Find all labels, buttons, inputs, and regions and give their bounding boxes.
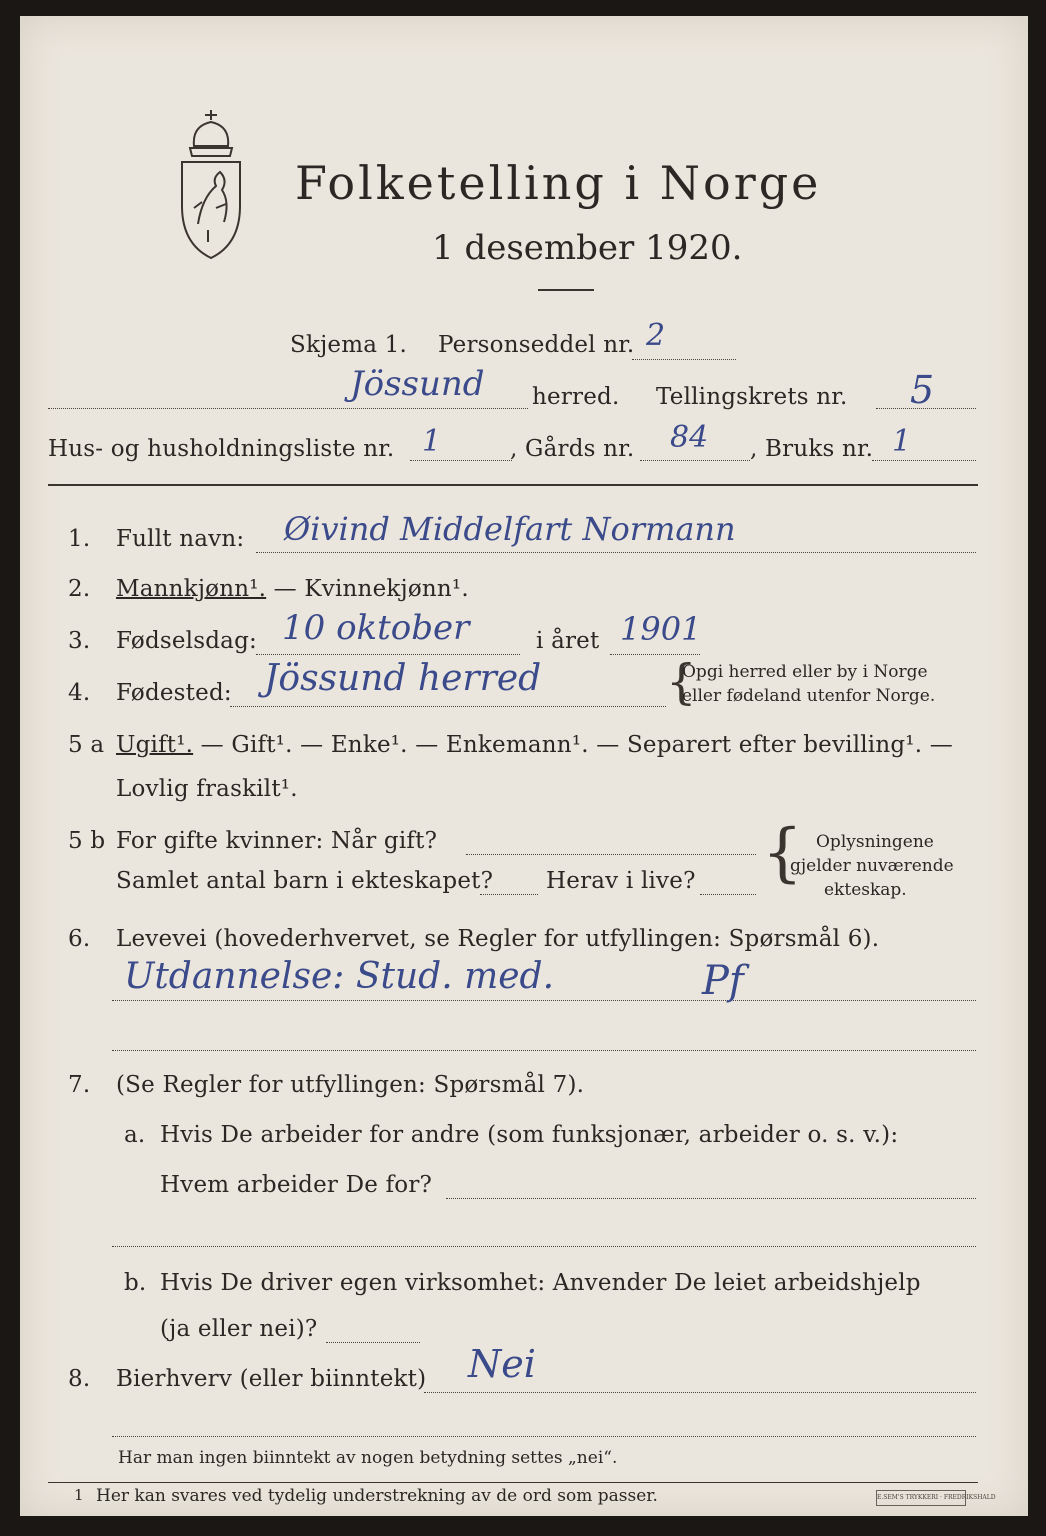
footnote-mark: 1 — [74, 1486, 84, 1504]
bruks-value: 1 — [892, 424, 912, 459]
title-divider — [538, 289, 594, 291]
q1-number: 1. — [68, 526, 91, 552]
q5a-other-options: — Gift¹. — Enke¹. — Enkemann¹. — Separert efter bevilling¹. — — [193, 732, 953, 758]
q7b-text: Hvis De driver egen virksomhet: Anvender De leiet arbeidshjelp — [160, 1270, 921, 1296]
herred-label: herred. — [532, 384, 620, 410]
q5b-line3 — [700, 894, 756, 895]
q5a-line2: Lovlig fraskilt¹. — [116, 776, 298, 802]
q4-note-1: Opgi herred eller by i Norge — [682, 662, 928, 682]
printer-stamp-text: E.SEM'S TRYKKERI · FREDRIKSHALD — [877, 1494, 996, 1501]
printer-stamp — [876, 1490, 996, 1506]
q2-separator: — — [266, 576, 305, 602]
q5b-number: 5 b — [68, 828, 106, 854]
q1-value: Øivind Middelfart Normann — [284, 510, 736, 548]
gards-label: , Gårds nr. — [510, 436, 635, 462]
coat-of-arms-icon — [172, 106, 250, 266]
q3-year-label: i året — [536, 628, 600, 654]
q8-number: 8. — [68, 1366, 91, 1392]
q6-line1 — [112, 1000, 976, 1001]
mannkjonn-option: Mannkjønn¹. — [116, 576, 267, 602]
gards-line — [640, 460, 750, 461]
q2-number: 2. — [68, 576, 91, 602]
q8-line2 — [112, 1436, 976, 1437]
q7a-letter: a. — [124, 1122, 146, 1148]
tellingskrets-label: Tellingskrets nr. — [656, 384, 848, 410]
q3-number: 3. — [68, 628, 91, 654]
q5b-note-1: Oplysningene — [816, 832, 934, 852]
q5b-label3: Herav i live? — [546, 868, 696, 894]
q5a-number: 5 a — [68, 732, 105, 758]
bruks-line — [872, 460, 976, 461]
gards-value: 84 — [670, 420, 709, 455]
q4-value: Jössund herred — [264, 658, 542, 699]
q7b-line — [326, 1342, 420, 1343]
header-separator — [48, 484, 978, 486]
footnote-text: Her kan svares ved tydelig understrekning av de ord som passer. — [96, 1486, 658, 1506]
q4-number: 4. — [68, 680, 91, 706]
q3-year-value: 1901 — [620, 610, 702, 648]
footnote-separator — [48, 1482, 978, 1483]
q3-value: 10 oktober — [282, 608, 470, 648]
q7a-text: Hvis De arbeider for andre (som funksjonær, arbeider o. s. v.): — [160, 1122, 899, 1148]
husholdningsliste-line — [410, 460, 512, 461]
q3-line — [256, 654, 520, 655]
q8-line — [424, 1392, 976, 1393]
q7a-line2 — [112, 1246, 976, 1247]
q1-label: Fullt navn: — [116, 526, 245, 552]
ugift-option: Ugift¹. — [116, 732, 194, 758]
form-title: Folketelling i Norge — [295, 156, 822, 210]
herred-line — [48, 408, 528, 409]
husholdningsliste-value: 1 — [422, 424, 442, 459]
q6-label: Levevei (hovederhvervet, se Regler for utfyllingen: Spørsmål 6). — [116, 926, 880, 952]
skjema-label: Skjema 1. — [290, 332, 408, 358]
q5b-note-2: gjelder nuværende — [790, 856, 954, 876]
q7-label: (Se Regler for utfyllingen: Spørsmål 7). — [116, 1072, 585, 1098]
q5b-line2 — [480, 894, 538, 895]
kvinnekjonn-option: Kvinnekjønn¹. — [304, 576, 469, 602]
personseddel-label: Personseddel nr. — [438, 332, 635, 358]
q2-options — [116, 576, 469, 602]
husholdningsliste-label: Hus- og husholdningsliste nr. — [48, 436, 395, 462]
q6-initials: Pf — [702, 958, 744, 1004]
q6-value: Utdannelse: Stud. med. — [124, 956, 555, 997]
tellingskrets-value: 5 — [910, 368, 935, 412]
bruks-label: , Bruks nr. — [750, 436, 874, 462]
q5b-label2: Samlet antal barn i ekteskapet? — [116, 868, 494, 894]
q7-number: 7. — [68, 1072, 91, 1098]
q4-brace: { — [666, 654, 697, 710]
q5b-line1 — [466, 854, 756, 855]
q5b-note-3: ekteskap. — [824, 880, 907, 900]
q5a-options — [116, 732, 953, 758]
census-form — [20, 16, 1028, 1516]
q7a-question: Hvem arbeider De for? — [160, 1172, 433, 1198]
q4-note-2: eller fødeland utenfor Norge. — [682, 686, 936, 706]
q3-label: Fødselsdag: — [116, 628, 257, 654]
q7a-line1 — [446, 1198, 976, 1199]
q8-label: Bierhverv (eller biinntekt) — [116, 1366, 427, 1392]
personseddel-value: 2 — [646, 318, 666, 353]
q7b-letter: b. — [124, 1270, 147, 1296]
q4-line — [230, 706, 666, 707]
q5b-brace: { — [762, 816, 803, 890]
herred-value: Jössund — [350, 364, 485, 404]
q4-label: Fødested: — [116, 680, 232, 706]
q7b-question: (ja eller nei)? — [160, 1316, 318, 1342]
q1-line — [256, 552, 976, 553]
q8-value: Nei — [468, 1342, 536, 1386]
form-date: 1 desember 1920. — [432, 228, 743, 268]
q6-line2 — [112, 1050, 976, 1051]
q5b-label1: For gifte kvinner: Når gift? — [116, 828, 438, 854]
nei-instruction: Har man ingen biinntekt av nogen betydning settes „nei“. — [118, 1448, 618, 1468]
q6-number: 6. — [68, 926, 91, 952]
personseddel-line — [632, 359, 736, 360]
